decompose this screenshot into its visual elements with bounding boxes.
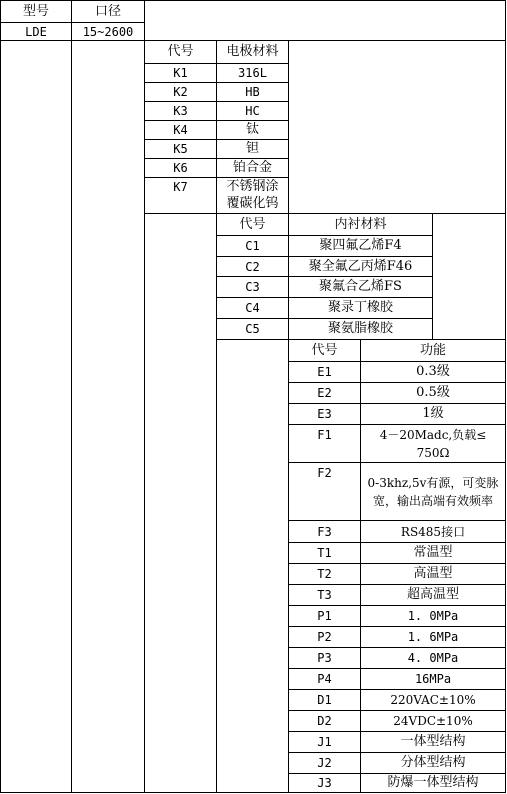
function-name: 常温型	[413, 545, 453, 560]
function-code: E2	[317, 386, 332, 400]
lining-code: C5	[245, 322, 260, 336]
function-name: 220VAC±10%	[390, 693, 476, 707]
function-name: 1. 6MPa	[407, 630, 459, 644]
function-code: T1	[317, 546, 332, 560]
electrode-name: 钛	[245, 122, 259, 137]
function-name-line1: 4－20Madc,负载≤	[379, 428, 487, 442]
function-name: 高温型	[413, 566, 453, 581]
electrode-name: 铂合金	[232, 160, 272, 175]
lining-name: 聚氟合乙烯FS	[319, 279, 402, 294]
function-code: P2	[317, 630, 332, 644]
function-name: 0.3级	[416, 364, 450, 379]
function-name: 0.5级	[416, 385, 450, 400]
function-code: D1	[317, 693, 332, 707]
border-left	[0, 0, 1, 793]
function-code: F3	[317, 524, 332, 539]
function-code: E1	[317, 365, 332, 379]
electrode-name-line1: 不锈钢涂	[226, 179, 279, 194]
function-code: E3	[317, 407, 332, 421]
function-name: 1. 0MPa	[407, 609, 459, 623]
function-code: T2	[317, 567, 332, 581]
electrode-code: K7	[173, 180, 188, 194]
function-name-header: 功能	[419, 342, 446, 358]
border-right	[505, 0, 506, 793]
function-name: 1级	[422, 406, 444, 421]
electrode-code: K2	[173, 85, 188, 99]
lining-name: 聚四氟乙烯F4	[319, 238, 402, 253]
function-name-line2: 750Ω	[416, 445, 450, 460]
electrode-code: K3	[173, 104, 188, 118]
function-name: 4. 0MPa	[407, 651, 459, 665]
function-code: J3	[317, 776, 332, 790]
electrode-name-line2: 覆碳化钨	[226, 196, 279, 211]
electrode-code: K6	[173, 161, 188, 175]
model-type-value: LDE	[25, 24, 47, 39]
function-name: 超高温型	[406, 587, 459, 602]
function-code: F1	[317, 428, 332, 442]
model-type-header: 型号	[22, 3, 49, 19]
lining-name: 聚全氟乙丙烯F46	[308, 258, 413, 274]
lining-name: 聚录丁橡胶	[327, 300, 393, 315]
electrode-code: K4	[173, 123, 188, 137]
function-code: P3	[317, 651, 332, 665]
lining-code: C3	[245, 280, 260, 294]
lining-code-header: 代号	[239, 216, 266, 232]
function-name: RS485接口	[400, 524, 466, 539]
grid-line	[71, 0, 72, 793]
function-code: F2	[317, 466, 332, 480]
function-code: J1	[317, 735, 332, 749]
grid-line	[288, 40, 289, 213]
electrode-name-header: 电极材料	[226, 44, 279, 59]
electrode-code: K5	[173, 142, 188, 156]
electrode-name: 钽	[245, 141, 259, 156]
electrode-code-header: 代号	[167, 44, 194, 59]
function-name: 一体型结构	[400, 734, 466, 749]
electrode-name: 316L	[238, 66, 267, 80]
model-bore-value: 15~2600	[82, 24, 134, 39]
lining-code: C2	[245, 259, 260, 274]
border-bottom	[0, 792, 506, 793]
electrode-name: HC	[245, 104, 260, 118]
function-name: 0-3khz,5v有源，可变脉宽，输出高端有效频率	[367, 475, 499, 508]
electrode-name: HB	[245, 85, 260, 99]
lining-name-header: 内衬材料	[334, 216, 387, 232]
function-code: J2	[317, 756, 332, 770]
function-code: D2	[317, 714, 332, 728]
function-name: 分体型结构	[400, 755, 466, 770]
lining-code: C1	[245, 239, 260, 253]
function-code: P1	[317, 609, 332, 623]
function-code: T3	[317, 588, 332, 602]
function-code: P4	[317, 672, 332, 686]
lining-code: C4	[245, 301, 260, 315]
function-name: 16MPa	[414, 672, 452, 686]
lining-name: 聚氨脂橡胶	[327, 321, 393, 336]
model-bore-header: 口径	[94, 3, 121, 19]
electrode-code: K1	[173, 66, 188, 80]
function-name: 防爆一体型结构	[387, 775, 479, 790]
function-name: 24VDC±10%	[393, 714, 473, 728]
function-code-header: 代号	[311, 342, 338, 358]
